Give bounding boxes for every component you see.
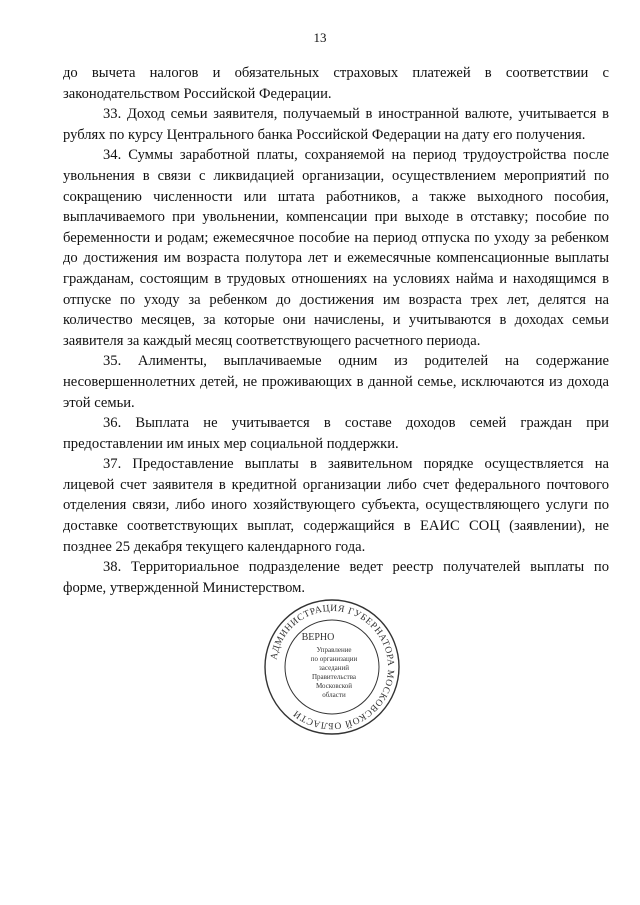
stamp-verno: ВЕРНО <box>301 632 335 643</box>
official-stamp <box>262 597 402 737</box>
paragraph-continuation: до вычета налогов и обязательных страховых платежей в соответствии с законодательством Российской Федерации. <box>63 65 609 102</box>
stamp-line-7: области <box>322 691 346 699</box>
paragraph-33: 33. Доход семьи заявителя, получаемый в иностранной валюте, учитывается в рублях по курсу Центрального банка Российской Федерации на дату его получения. <box>63 106 609 143</box>
stamp-line-4: заседаний <box>319 664 349 672</box>
stamp-line-5: Правительства <box>311 673 357 681</box>
paragraph-37: 37. Предоставление выплаты в заявительном порядке осуществляется на лицевой счет заявителя в кредитной организации либо счет федерального почтового отделения связи, либо иного хозяйствующего субъекта, осуществляющего услуги по доставке соответствующих выплат, содержащийся в ЕАИС СОЦ (заявлении), не позднее 25 декабря текущего календарного года. <box>63 456 609 555</box>
document-body <box>63 63 609 598</box>
stamp-line-2: Управление <box>316 646 352 654</box>
paragraph-36: 36. Выплата не учитывается в составе доходов семей граждан при предоставлении им иных мер социальной поддержки. <box>63 415 609 452</box>
paragraph-34: 34. Суммы заработной платы, сохраняемой на период трудоустройства после увольнения в связи с ликвидацией организации, осуществлением мероприятий по сокращению численности или штата работников, а также выходного пособия, выплачиваемого при увольнении, компенсации при выходе в отставку; пособие по беременности и родам; ежемесячное пособие на период отпуска по уходу за ребенком до достижения им возраста полутора лет и ежемесячные компенсационные выплаты гражданам, состоящим в трудовых отношениях на условиях найма и находящимся в отпуске по уходу за ребенком до достижения им возраста трех лет, делятся на количество месяцев, за которые они начислены, и учитываются в доходах семьи заявителя за каждый месяц соответствующего расчетного периода. <box>63 147 609 349</box>
paragraph-35: 35. Алименты, выплачиваемые одним из родителей на содержание несовершеннолетних детей, не проживающих в данной семье, исключаются из дохода этой семьи. <box>63 353 609 411</box>
stamp-line-6: Московской <box>315 682 353 690</box>
page-number: 13 <box>313 30 327 45</box>
stamp-ring-text: АДМИНИСТРАЦИЯ ГУБЕРНАТОРА МОСКОВСКОЙ ОБЛАСТИ <box>269 603 396 731</box>
stamp-line-3: по организации <box>310 655 358 663</box>
paragraph-38: 38. Территориальное подразделение ведет реестр получателей выплаты по форме, утвержденной Министерством. <box>63 559 609 596</box>
